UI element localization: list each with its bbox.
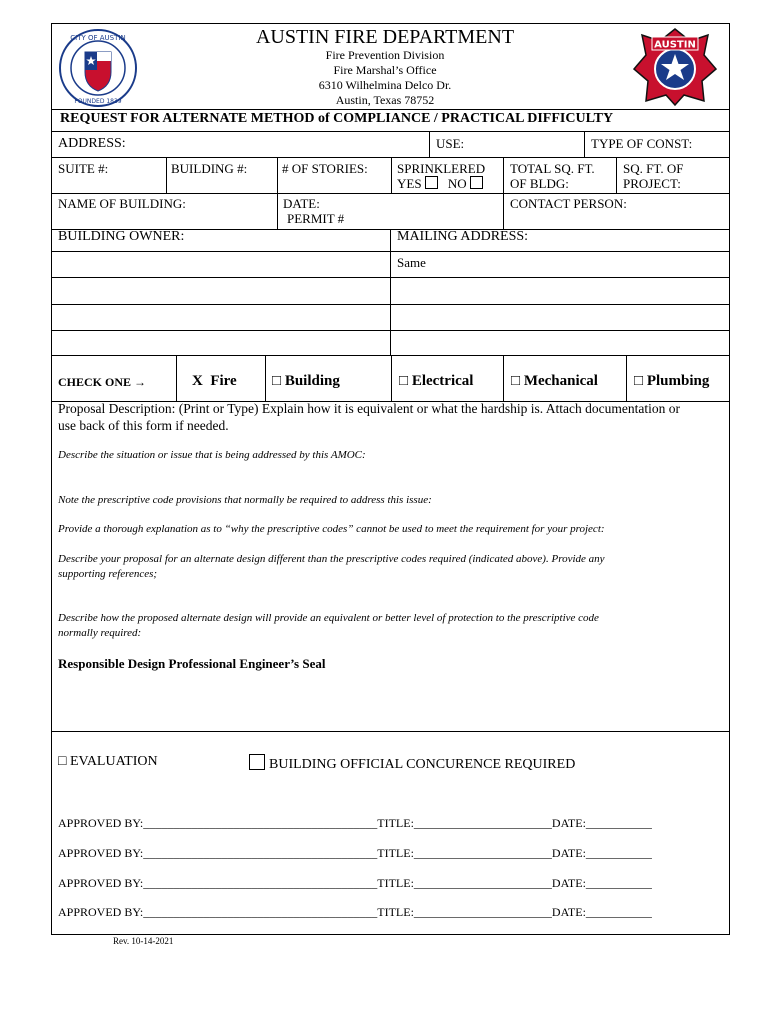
- city-line: Austin, Texas 78752: [335, 93, 435, 107]
- type-of-construction-label: TYPE OF CONST:: [591, 136, 693, 151]
- approved-by-field[interactable]: APPROVED BY:_______________________________________: [58, 905, 378, 919]
- no-checkbox[interactable]: [470, 176, 483, 189]
- engineer-seal-label: Responsible Design Professional Engineer’s Seal: [58, 656, 326, 671]
- electrical-option-label: Electrical: [411, 373, 474, 389]
- approval-title-field[interactable]: TITLE:_______________________: [377, 905, 552, 919]
- department-title: AUSTIN FIRE DEPARTMENT: [255, 26, 515, 48]
- svg-text:FOUNDED 1839: FOUNDED 1839: [74, 98, 122, 105]
- concurrence-option[interactable]: [249, 754, 575, 772]
- stories-label: # OF STORIES:: [282, 161, 368, 176]
- sprinklered-label: SPRINKLERED: [397, 161, 486, 176]
- approval-date-field[interactable]: DATE:___________: [551, 846, 652, 860]
- permit-label: PERMIT #: [287, 211, 345, 226]
- yes-checkbox[interactable]: [425, 176, 438, 189]
- total-sq-ft-label-2: OF BLDG:: [510, 176, 569, 191]
- approval-line-4[interactable]: [58, 905, 652, 920]
- building-name-label: NAME OF BUILDING:: [58, 196, 186, 211]
- mailing-address-label: MAILING ADDRESS:: [397, 229, 529, 244]
- address-label: ADDRESS:: [58, 136, 126, 151]
- project-sq-ft-label-1: SQ. FT. OF: [623, 161, 684, 176]
- mechanical-option[interactable]: [511, 372, 598, 390]
- approval-title-field[interactable]: TITLE:_______________________: [377, 846, 552, 860]
- building-number-label: BUILDING #:: [171, 161, 248, 176]
- proposal-description-line-2: use back of this form if needed.: [58, 418, 229, 433]
- office-line: Fire Marshal’s Office: [333, 63, 437, 77]
- approved-by-field[interactable]: APPROVED BY:_______________________________________: [58, 816, 378, 830]
- concurrence-label: BUILDING OFFICIAL CONCURENCE REQUIRED: [269, 757, 576, 772]
- building-owner-label: BUILDING OWNER:: [58, 229, 185, 244]
- check-one-label: CHECK ONE →: [58, 375, 147, 389]
- approved-by-field[interactable]: APPROVED BY:_______________________________________: [58, 846, 378, 860]
- prompt-situation: Describe the situation or issue that is being addressed by this AMOC:: [58, 449, 366, 461]
- approval-title-field[interactable]: TITLE:_______________________: [377, 816, 552, 830]
- prompt-code-provisions: Note the prescriptive code provisions that normally be required to address this issue:: [58, 494, 432, 506]
- prompt-alternate-design-1: Describe your proposal for an alternate design different than the prescriptive codes required (indicated above). Provide any: [58, 553, 605, 565]
- fire-check-mark: X: [192, 373, 203, 389]
- street-line: 6310 Wilhelmina Delco Dr.: [318, 78, 452, 92]
- building-option[interactable]: [272, 372, 340, 390]
- concurrence-checkbox[interactable]: [249, 754, 265, 770]
- city-seal-logo: [58, 28, 138, 108]
- svg-text:CITY OF AUSTIN: CITY OF AUSTIN: [70, 34, 126, 42]
- approval-date-field[interactable]: DATE:___________: [551, 816, 652, 830]
- svg-text:AUSTIN: AUSTIN: [654, 39, 696, 51]
- evaluation-checkbox: □: [58, 754, 67, 769]
- building-option-label: Building: [284, 373, 340, 389]
- fire-option-label: Fire: [210, 373, 237, 389]
- contact-person-label: CONTACT PERSON:: [510, 196, 627, 211]
- approval-date-field[interactable]: DATE:___________: [551, 876, 652, 890]
- sprinklered-options: [397, 176, 486, 191]
- revision-date: Rev. 10-14-2021: [113, 936, 174, 946]
- approval-date-field[interactable]: DATE:___________: [551, 905, 652, 919]
- fire-department-badge-logo: [632, 27, 718, 107]
- project-sq-ft-label-2: PROJECT:: [623, 176, 681, 191]
- suite-label: SUITE #:: [58, 161, 109, 176]
- building-checkbox: □: [272, 373, 282, 389]
- prompt-explanation: Provide a thorough explanation as to “why the prescriptive codes” cannot be used to meet the requirement for your project:: [58, 523, 605, 535]
- proposal-description-line-1: Proposal Description: (Print or Type) Explain how it is equivalent or what the hardship is. Attach documentation or: [58, 401, 680, 416]
- fire-option[interactable]: [192, 372, 237, 390]
- mechanical-option-label: Mechanical: [523, 373, 598, 389]
- prompt-alternate-design-2: supporting references;: [58, 568, 158, 580]
- no-label: NO: [447, 176, 467, 191]
- plumbing-option-label: Plumbing: [646, 373, 710, 389]
- approved-by-field[interactable]: APPROVED BY:_______________________________________: [58, 876, 378, 890]
- approval-line-3[interactable]: [58, 876, 652, 891]
- electrical-checkbox: □: [399, 373, 409, 389]
- evaluation-label: EVALUATION: [69, 754, 158, 769]
- electrical-option[interactable]: [399, 372, 473, 390]
- mailing-address-value: Same: [397, 255, 426, 270]
- approval-line-1[interactable]: [58, 816, 652, 831]
- date-label: DATE:: [283, 196, 320, 211]
- mechanical-checkbox: □: [511, 373, 521, 389]
- prompt-equivalent-protection-2: normally required:: [58, 627, 142, 639]
- approval-title-field[interactable]: TITLE:_______________________: [377, 876, 552, 890]
- approval-line-2[interactable]: [58, 846, 652, 861]
- plumbing-checkbox: □: [634, 373, 644, 389]
- prompt-equivalent-protection-1: Describe how the proposed alternate design will provide an equivalent or better level of protection to the prescriptive code: [58, 612, 599, 624]
- yes-label: YES: [397, 176, 422, 191]
- form-title: REQUEST FOR ALTERNATE METHOD of COMPLIANCE / PRACTICAL DIFFICULTY: [60, 111, 614, 126]
- division-line: Fire Prevention Division: [325, 48, 445, 62]
- plumbing-option[interactable]: [634, 372, 709, 390]
- evaluation-option[interactable]: [58, 754, 158, 769]
- use-label: USE:: [436, 136, 465, 151]
- total-sq-ft-label-1: TOTAL SQ. FT.: [510, 161, 595, 176]
